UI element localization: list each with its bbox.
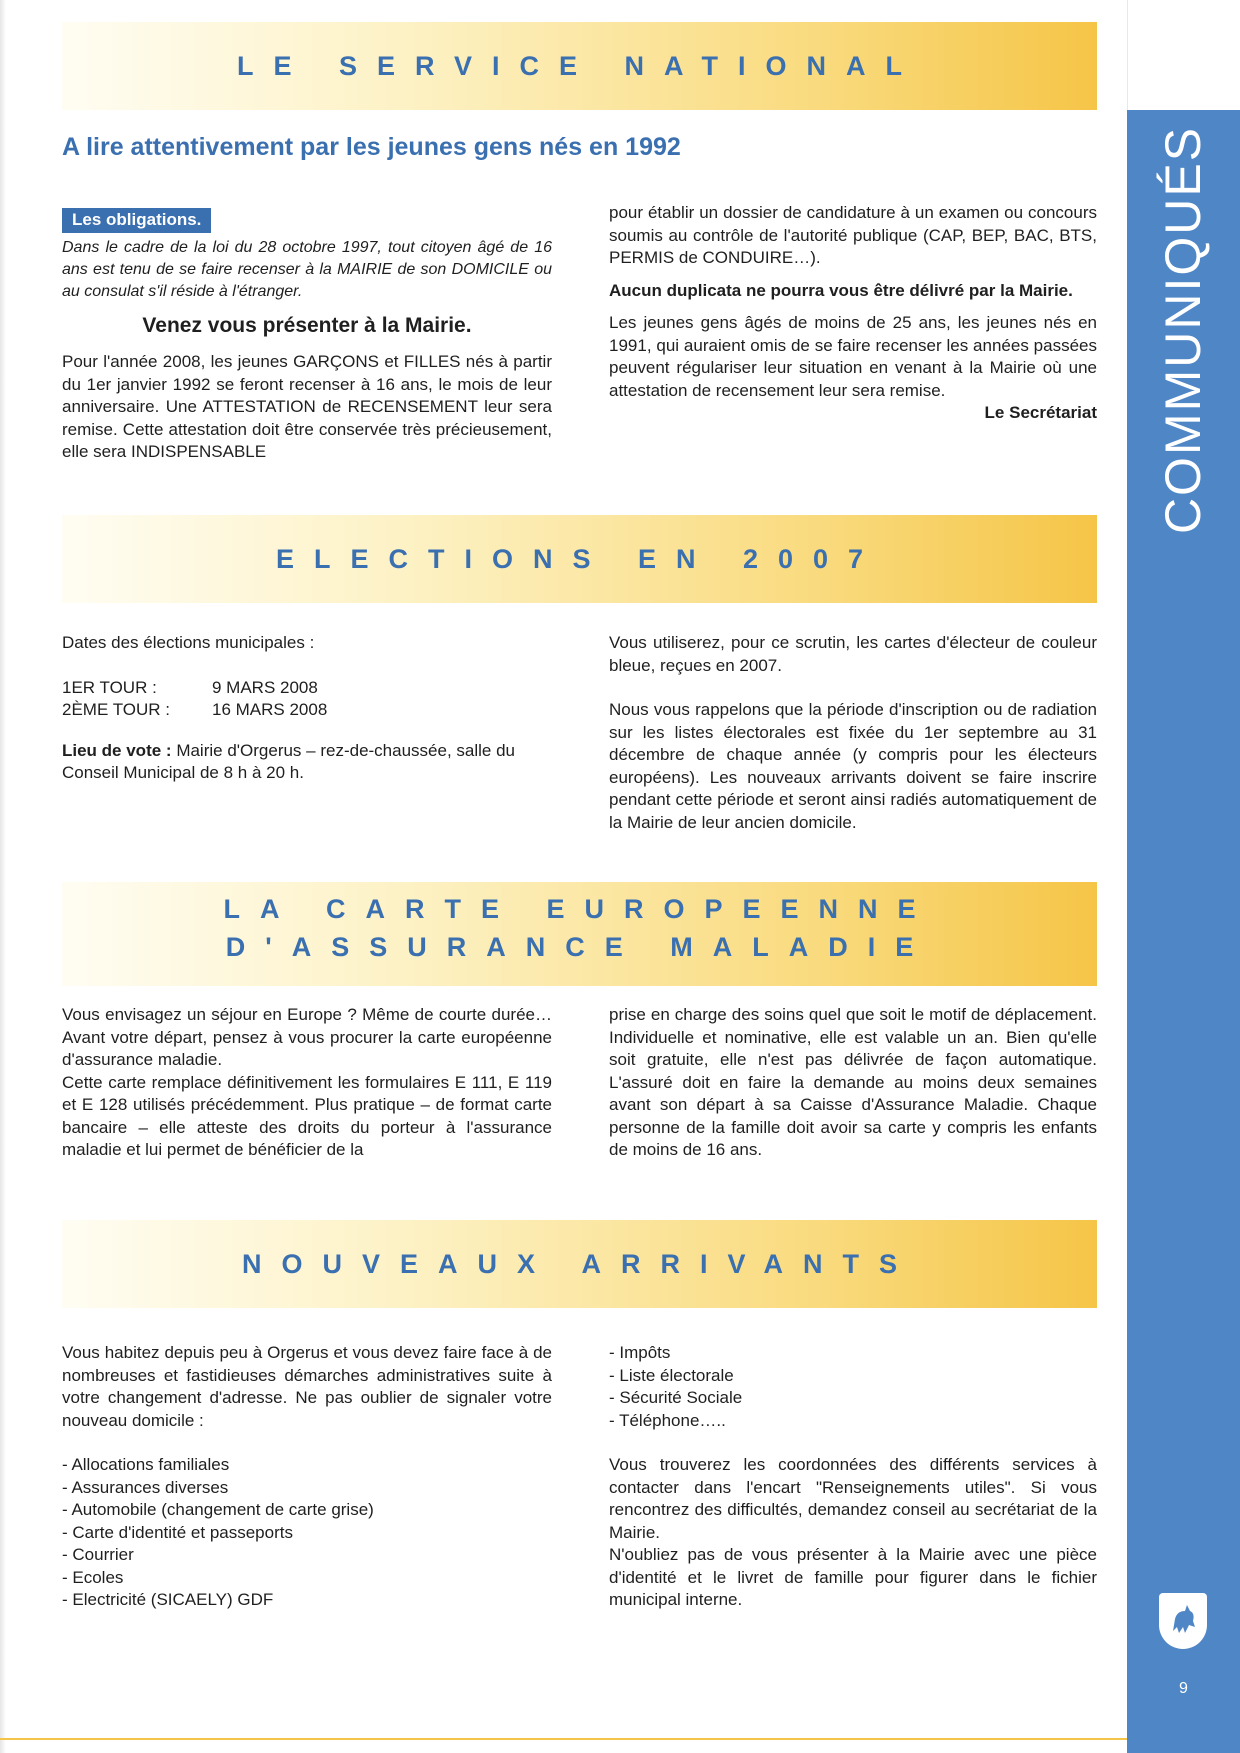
vote-location-label: Lieu de vote : (62, 740, 172, 760)
elections-dates-label: Dates des élections municipales : (62, 633, 315, 652)
list-item: - Automobile (changement de carte grise) (62, 1500, 374, 1519)
service-body-right2: Les jeunes gens âgés de moins de 25 ans, les jeunes nés en 1991, qui auraient omis de se faire recenser les années passées peuvent régulariser leur situation en venant à la Mairie où une attestation de recensement leur sera remise. (609, 313, 1097, 400)
banner-elections (62, 515, 1097, 603)
elections-right2: Nous vous rappelons que la période d'inscription ou de radiation sur les listes électorales est fixée du 1er septembre au 31 décembre de chaque année (y compris pour les électeurs européens). Les nouveaux arrivants doivent se faire inscrire pendant cette période et seront ainsi radiés automatiquement de la Mairie de leur ancien domicile. (609, 700, 1097, 832)
service-body-left: Pour l'année 2008, les jeunes GARÇONS et FILLES nés à partir du 1er janvier 1992 se feront recenser à 16 ans, le mois de leur anniversaire. Une ATTESTATION de RECENSEMENT leur sera remise. Cette attestation doit être conservée très précieusement, elle sera INDISPENSABLE (62, 352, 552, 461)
list-item: - Liste électorale (609, 1365, 734, 1385)
list-item: - Sécurité Sociale (609, 1388, 743, 1407)
elections-right1: Vous utiliserez, pour ce scrutin, les cartes d'électeur de couleur bleue, reçues en 2007. (609, 633, 1097, 675)
list-item: - Electricité (SICAELY) GDF (62, 1590, 274, 1609)
vote-location (62, 740, 552, 785)
page-number: 9 (1179, 1680, 1188, 1697)
list-item: - Assurances diverses (62, 1477, 229, 1497)
obligations-tag: Les obligations. (62, 208, 211, 233)
section-title: COMMUNIQUÉS (1155, 125, 1211, 535)
arrivants-list-right (609, 1342, 1097, 1432)
tour1-date: 9 MARS 2008 (212, 677, 318, 697)
sidebar-top (1127, 0, 1240, 110)
service-signature: Le Secrétariat (984, 403, 1097, 422)
banner-carte-line2: D'ASSURANCE MALADIE (225, 932, 934, 962)
elections-left-column (62, 632, 552, 785)
service-right-column (609, 202, 1097, 425)
vote-location-text: Mairie d'Orgerus – rez-de-chaussée, salle du Conseil Municipal de 8 h à 20 h. (62, 740, 515, 782)
tour2-label: 2ÈME TOUR : (62, 700, 171, 719)
rooster-logo-icon (1159, 1593, 1207, 1649)
service-heading: Venez vous présenter à la Mairie. (142, 313, 472, 337)
banner-elections-text: ELECTIONS EN 2007 (275, 544, 884, 574)
list-item: - Téléphone….. (609, 1410, 726, 1430)
tour2-date: 16 MARS 2008 (212, 700, 328, 719)
tour1-label: 1ER TOUR : (62, 677, 157, 697)
service-subtitle: A lire attentivement par les jeunes gens nés en 1992 (62, 133, 681, 161)
list-item: - Impôts (609, 1343, 671, 1362)
tour2-row (62, 699, 552, 722)
arrivants-list-left (62, 1454, 552, 1612)
carte-left2: Cette carte remplace définitivement les formulaires E 111, E 119 et E 128 utilisés précédemment. Plus pratique – de format carte bancaire – elle atteste des droits du porteur à l'assurance maladie et lui permet de bénéficier de la (62, 1072, 552, 1159)
bottom-rule (0, 1738, 1127, 1740)
banner-nouveaux-arrivants (62, 1220, 1097, 1308)
list-item: - Carte d'identité et passeports (62, 1522, 293, 1542)
carte-left1: Vous envisagez un séjour en Europe ? Même de courte durée… Avant votre départ, pensez à vous procurer la carte européenne d'assurance maladie. (62, 1005, 552, 1069)
arrivants-right-column (609, 1342, 1097, 1612)
banner-service-national (62, 22, 1097, 110)
tour1-row (62, 677, 552, 700)
carte-right-column (609, 1004, 1097, 1162)
sidebar (1127, 0, 1240, 1753)
arrivants-left-column (62, 1342, 552, 1612)
banner-arrivants-text: NOUVEAUX ARRIVANTS (241, 1249, 918, 1279)
carte-right: prise en charge des soins quel que soit le motif de déplacement. Individuelle et nominative, elle est valable un an. Bien qu'elle soit gratuite, elle n'est pas délivrée de façon automatique. L'assuré doit en faire la demande au moins deux semaines avant son départ à sa Caisse d'Assurance Maladie. Chaque personne de la famille doit avoir sa carte y compris les enfants de moins de 16 ans. (609, 1005, 1097, 1159)
list-item: - Allocations familiales (62, 1455, 230, 1474)
arrivants-intro: Vous habitez depuis peu à Orgerus et vous devez faire face à de nombreuses et fastidieuses démarches administratives suite à votre changement d'adresse. Ne pas oublier de signaler votre nouveau domicile : (62, 1343, 552, 1430)
service-warning: Aucun duplicata ne pourra vous être délivré par la Mairie. (609, 280, 1073, 300)
arrivants-right1: Vous trouverez les coordonnées des différents services à contacter dans l'encart "Renseignements utiles". Si vous rencontrez des difficultés, demandez conseil au secrétariat de la Mairie. (609, 1455, 1097, 1542)
arrivants-right2: N'oubliez pas de vous présenter à la Mairie avec une pièce d'identité et le livret de famille pour figurer dans le fichier municipal interne. (609, 1545, 1097, 1609)
service-body-right: pour établir un dossier de candidature à un examen ou concours soumis au contrôle de l'autorité publique (CAP, BEP, BAC, BTS, PERMIS de CONDUIRE…). (609, 203, 1097, 267)
service-intro: Dans le cadre de la loi du 28 octobre 1997, tout citoyen âgé de 16 ans est tenu de se faire recenser à la MAIRIE de son DOMICILE ou au consulat s'il réside à l'étranger. (62, 238, 552, 300)
list-item: - Ecoles (62, 1567, 124, 1587)
carte-left-column (62, 1004, 552, 1162)
banner-carte-line1: LA CARTE EUROPEENNE (223, 894, 936, 924)
banner-carte-europeenne (62, 882, 1097, 986)
list-item: - Courrier (62, 1545, 134, 1564)
elections-right-column (609, 632, 1097, 834)
banner-service-national-text: LE SERVICE NATIONAL (236, 51, 923, 81)
page-edge (0, 0, 6, 1753)
service-left-column (62, 208, 552, 464)
